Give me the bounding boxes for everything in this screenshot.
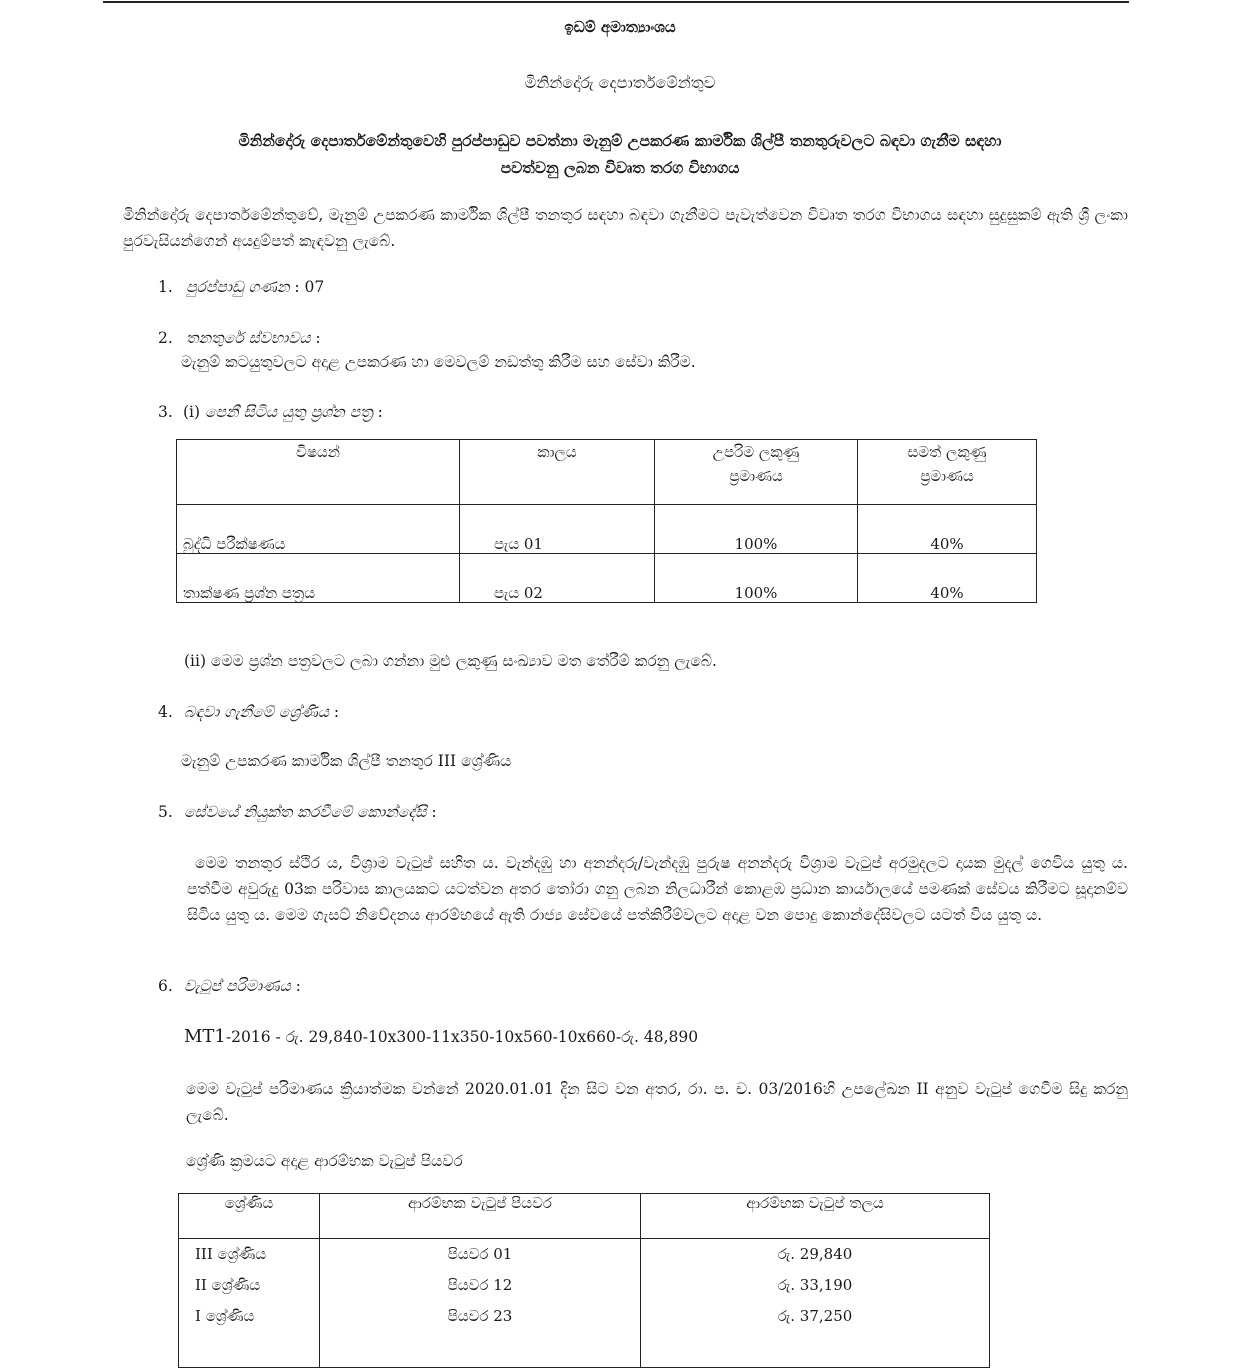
cell-pass: 40% (858, 554, 1037, 603)
section-1-sep: : (289, 278, 305, 296)
table-header-row (179, 1194, 990, 1239)
grade-ii: II ශ්‍රේණිය (195, 1276, 261, 1294)
vacancy-count: 07 (304, 278, 325, 296)
col-grade: ශ්‍රේණිය (179, 1194, 320, 1239)
cell-duration: පැය 02 (460, 554, 655, 603)
section-3-sub-i: (i) (183, 403, 201, 421)
section-6-sep: : (290, 977, 301, 995)
step-grade-iii: පියවර 01 (447, 1245, 513, 1263)
step-grade-i: පියවර 23 (447, 1307, 513, 1325)
post-nature-text: මැනුම් කටයුතුවලට අදාළ උපකරණ හා මෙවලම් නඩත්තු කිරීම සහ සේවා කිරීම. (181, 353, 696, 371)
ministry-name: ඉඩම් අමාත්‍යාංශය (564, 18, 676, 36)
section-5-heading (184, 803, 437, 822)
selection-note: මෙම ප්‍රශ්න පත්‍රවලට ලබා ගන්නා මුළු ලකුණු සංඛ්‍යාව මත තේරීම් කරනු ලැබේ. (210, 652, 717, 670)
section-3-heading (183, 403, 383, 422)
col-max-marks (655, 440, 858, 505)
notice-title-line1: මිනින්දෝරු දෙපාර්තමේන්තුවෙහි පුරප්පාඩුව පවත්නා මැනුම් උපකරණ කාර්මික ශිල්පී තනතුරුවලට බඳවා ගැනීම සඳහා (238, 131, 1002, 150)
salary-scale (184, 1026, 698, 1047)
section-2-label: තනතුරේ ස්වභාවය (186, 329, 311, 347)
section-5-label: සේවයේ නියුක්ත කරවීමේ කොන්දේසි (184, 803, 427, 821)
section-4-label: බඳවා ගැනීමේ ශ්‍රේණිය (184, 703, 329, 721)
col-initial-step: ආරම්භක වැටුප් පියවර (320, 1194, 641, 1239)
col-pass-marks-line1: සමත් ලකුණු (907, 443, 987, 461)
col-max-marks-line1: උපරිම ලකුණු (712, 443, 800, 461)
section-1-number: 1. (158, 278, 173, 296)
top-rule (103, 1, 1129, 3)
section-4-heading (184, 703, 339, 722)
section-6-number: 6. (158, 977, 173, 995)
section-5-number: 5. (158, 803, 173, 821)
salary-scale-code: MT1 (184, 1026, 226, 1047)
section-3-sep: : (372, 403, 383, 421)
notice-title-line2: පවත්වනු ලබන විවෘත තරග විභාගය (500, 158, 740, 177)
salary-steps-intro: ශ්‍රේණි ක්‍රමයට අදාළ ආරම්භක වැටුප් පියවර (186, 1152, 463, 1170)
table-header-row (177, 440, 1037, 505)
cell-pass: 40% (858, 505, 1037, 554)
salary-grade-iii: රු. 29,840 (777, 1245, 853, 1263)
col-duration: කාලය (460, 440, 655, 505)
section-3-number: 3. (158, 403, 173, 421)
section-6-heading (184, 977, 301, 996)
service-conditions-text: මෙම තනතුර ස්ථිර ය, විශ්‍රාම වැටුප් සහිත ය. වැන්දඹු හා අනන්දරු/වැන්දඹු පුරුෂ අනන්දරු විශ්‍රාම වැටුප් අරමුදලට දායක මුදල් ගෙවිය යුතු ය. පත්වීම අවුරුදු 03ක පරිවාස කාලයකට යටත්වන අතර තෝරා ගනු ලබන නිලධාරීන් කොළඹ ප්‍රධාන කාර්යාලයේ පමණක් සේවය කිරීමට සූදානම්ව සිටිය යුතු ය. මෙම ගැසට් නිවේදනය ආරම්භයේ ඇති රාජ්‍ය සේවයේ පත්කිරීම්වලට අදාළ වන පොදු කොන්දේසිවලට යටත් විය යුතු ය. (187, 854, 1128, 924)
recruitment-grade-text: මැනුම් උපකරණ කාර්මික ශිල්පී තනතුර III ශ්‍රේණිය (181, 752, 512, 770)
cell-subject: බුද්ධි පරීක්ෂණය (177, 505, 460, 554)
cell-grades (179, 1239, 320, 1368)
grade-i: I ශ්‍රේණිය (195, 1307, 255, 1325)
section-4-sep: : (328, 703, 340, 721)
cell-max: 100% (655, 554, 858, 603)
salary-grade-ii: රු. 33,190 (777, 1276, 853, 1294)
section-2-sep: : (310, 329, 321, 347)
cell-salaries (641, 1239, 990, 1368)
table-row (177, 505, 1037, 554)
col-subjects: විෂයන් (177, 440, 460, 505)
section-4-number: 4. (158, 703, 173, 721)
col-pass-marks (858, 440, 1037, 505)
section-2-number: 2. (158, 329, 173, 347)
cell-max: 100% (655, 505, 858, 554)
table-row (179, 1239, 990, 1368)
col-initial-salary: ආරම්භක වැටුප් තලය (641, 1194, 990, 1239)
cell-steps (320, 1239, 641, 1368)
section-6-label: වැටුප් පරිමාණය (184, 977, 291, 995)
exam-papers-table (176, 439, 1037, 603)
table-row (177, 554, 1037, 603)
section-2-heading (186, 329, 321, 348)
salary-scale-text: -2016 - රු. 29,840-10x300-11x350-10x560-10x660-රු. 48,890 (225, 1028, 699, 1046)
section-3-sub-ii: (ii) (184, 652, 207, 670)
cell-subject: තාක්ෂණ ප්‍රශ්න පත්‍රය (177, 554, 460, 603)
col-pass-marks-line2: ප්‍රමාණය (920, 467, 974, 485)
grade-iii: III ශ්‍රේණිය (195, 1245, 267, 1263)
section-3-note (184, 652, 717, 671)
salary-grade-i: රු. 37,250 (777, 1307, 853, 1325)
col-max-marks-line2: ප්‍රමාණය (729, 467, 783, 485)
section-1 (186, 278, 324, 297)
cell-duration: පැය 01 (460, 505, 655, 554)
section-3-label: පෙනී සිටිය යුතු ප්‍රශ්න පත්‍ර (205, 403, 373, 421)
notice-title (0, 127, 1240, 181)
salary-effective-text: මෙම වැටුප් පරිමාණය ක්‍රියාත්මක වන්නේ 2020.01.01 දින සිට වන අතර, රා. ප. ච. 03/2016හි උපලේඛන II අනුව වැටුප් ගෙවීම සිදු කරනු ලැබේ. (186, 1080, 1128, 1124)
intro-paragraph: මිනින්දෝරු දෙපාර්තමේන්තුවේ, මැනුම් උපකරණ කාර්මික ශිල්පී තනතුර සඳහා බඳවා ගැනීමට පැවැත්වෙන විවෘත තරග විභාගය සඳහා සුදුසුකම් ඇති ශ්‍රී ලංකා පුරවැසියන්ගෙන් අයදුම්පත් කැඳවනු ලැබේ. (123, 206, 1128, 250)
department-name: මිනින්දෝරු දෙපාර්තමේන්තුව (524, 73, 716, 92)
section-1-label: පුරප්පාඩු ගණන (186, 278, 290, 296)
section-5-sep: : (426, 803, 437, 821)
step-grade-ii: පියවර 12 (447, 1276, 513, 1294)
salary-steps-table (178, 1193, 990, 1368)
